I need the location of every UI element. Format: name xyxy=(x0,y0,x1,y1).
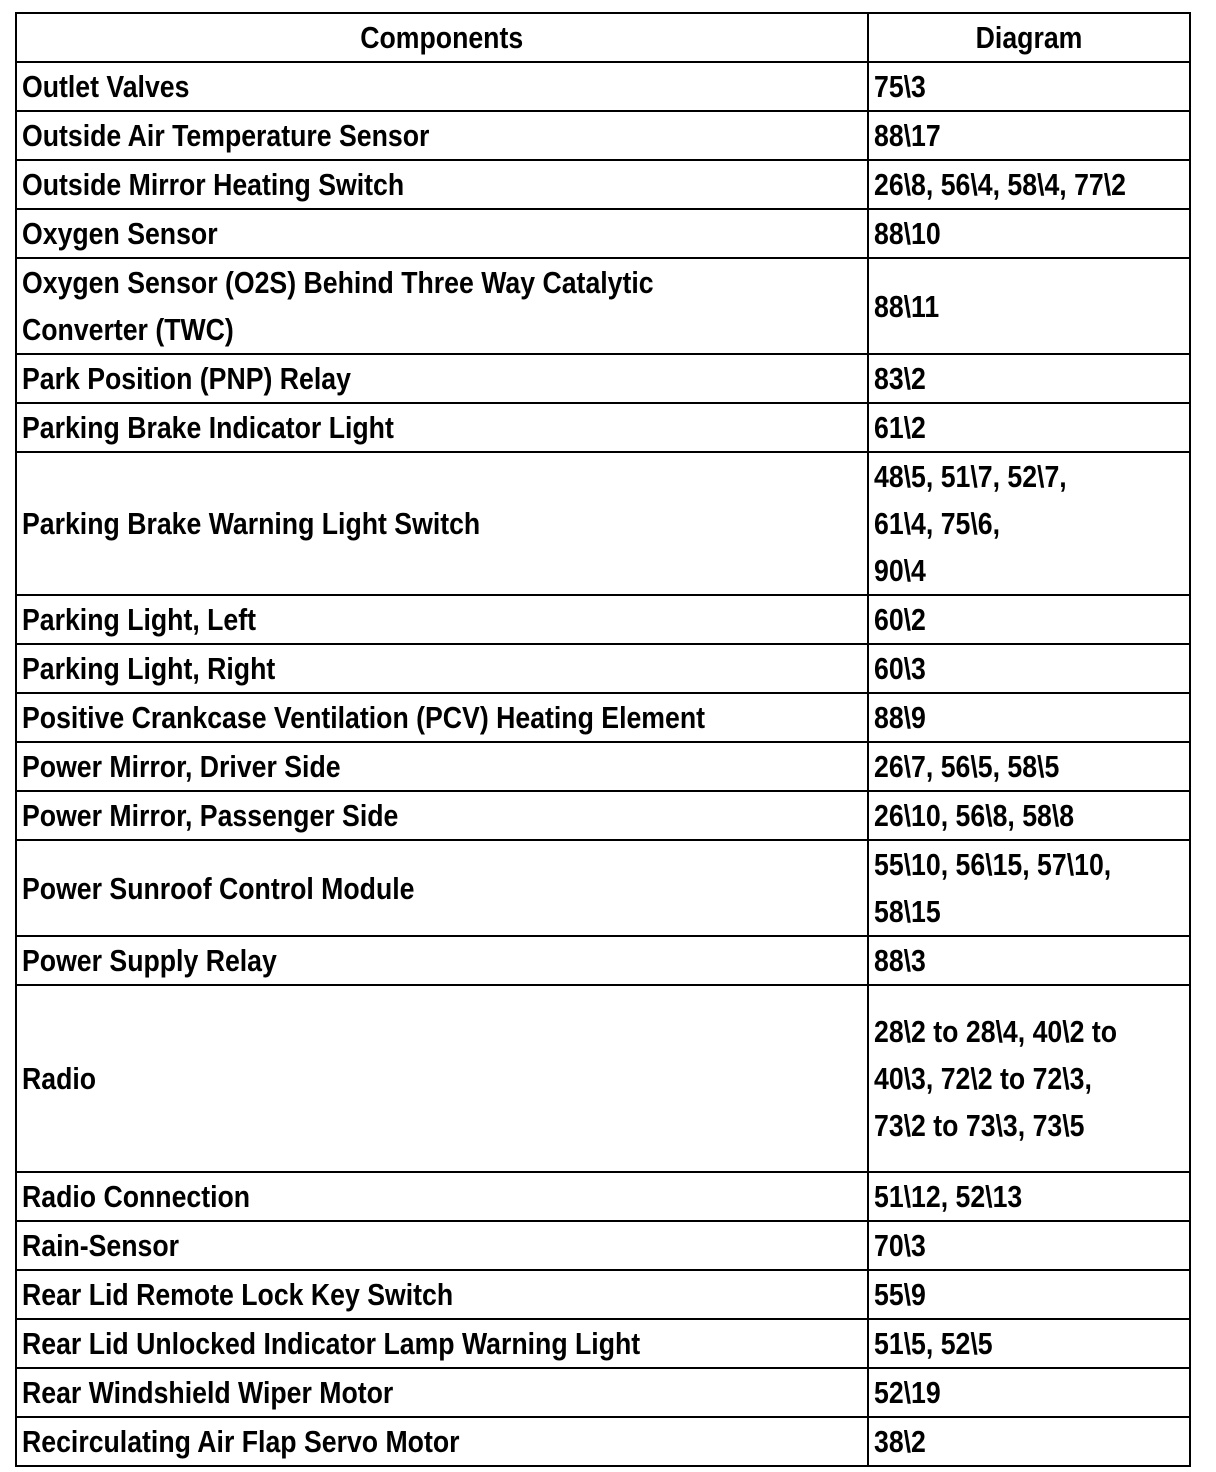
diagram-cell: 52\19 xyxy=(868,1368,1190,1417)
table-row xyxy=(16,1270,1190,1319)
header-diagram: Diagram xyxy=(868,13,1190,62)
diagram-cell: 88\3 xyxy=(868,936,1190,985)
component-cell: Outside Mirror Heating Switch xyxy=(16,160,868,209)
diagram-cell: 88\9 xyxy=(868,693,1190,742)
diagram-cell: 70\3 xyxy=(868,1221,1190,1270)
table-row xyxy=(16,644,1190,693)
table-row xyxy=(16,742,1190,791)
component-cell: Rear Windshield Wiper Motor xyxy=(16,1368,868,1417)
table-row xyxy=(16,936,1190,985)
component-cell: Outside Air Temperature Sensor xyxy=(16,111,868,160)
component-cell: Parking Brake Warning Light Switch xyxy=(16,452,868,595)
component-cell: Parking Light, Left xyxy=(16,595,868,644)
component-cell: Power Sunroof Control Module xyxy=(16,840,868,936)
diagram-cell: 51\12, 52\13 xyxy=(868,1172,1190,1221)
component-cell: Power Mirror, Passenger Side xyxy=(16,791,868,840)
diagram-cell: 88\11 xyxy=(868,258,1190,354)
component-cell: Rear Lid Unlocked Indicator Lamp Warning Light xyxy=(16,1319,868,1368)
component-cell: Outlet Valves xyxy=(16,62,868,111)
diagram-cell: 51\5, 52\5 xyxy=(868,1319,1190,1368)
table-row xyxy=(16,62,1190,111)
component-cell: Parking Light, Right xyxy=(16,644,868,693)
diagram-cell: 88\17 xyxy=(868,111,1190,160)
table-row xyxy=(16,354,1190,403)
component-cell: Rear Lid Remote Lock Key Switch xyxy=(16,1270,868,1319)
components-diagram-table xyxy=(15,12,1191,1467)
component-cell: Park Position (PNP) Relay xyxy=(16,354,868,403)
table-row xyxy=(16,258,1190,354)
table-header xyxy=(16,13,1190,62)
diagram-cell: 60\3 xyxy=(868,644,1190,693)
diagram-cell: 83\2 xyxy=(868,354,1190,403)
component-cell: Power Supply Relay xyxy=(16,936,868,985)
table-row xyxy=(16,452,1190,595)
component-cell: Parking Brake Indicator Light xyxy=(16,403,868,452)
diagram-cell: 60\2 xyxy=(868,595,1190,644)
table-row xyxy=(16,840,1190,936)
diagram-cell: 38\2 xyxy=(868,1417,1190,1466)
diagram-cell: 55\9 xyxy=(868,1270,1190,1319)
component-cell: Rain-Sensor xyxy=(16,1221,868,1270)
table-row xyxy=(16,209,1190,258)
table-row xyxy=(16,985,1190,1172)
table-row xyxy=(16,595,1190,644)
component-cell: Oxygen Sensor (O2S) Behind Three Way Catalytic Converter (TWC) xyxy=(16,258,868,354)
table-row xyxy=(16,111,1190,160)
table-row xyxy=(16,403,1190,452)
table-row xyxy=(16,1221,1190,1270)
component-cell: Radio xyxy=(16,985,868,1172)
header-components: Components xyxy=(16,13,868,62)
table-row xyxy=(16,160,1190,209)
component-cell: Recirculating Air Flap Servo Motor xyxy=(16,1417,868,1466)
table-body xyxy=(16,62,1190,1466)
diagram-cell: 55\10, 56\15, 57\10, 58\15 xyxy=(868,840,1190,936)
component-cell: Power Mirror, Driver Side xyxy=(16,742,868,791)
table-row xyxy=(16,1368,1190,1417)
diagram-cell: 26\10, 56\8, 58\8 xyxy=(868,791,1190,840)
table-row xyxy=(16,693,1190,742)
diagram-cell: 75\3 xyxy=(868,62,1190,111)
diagram-cell: 48\5, 51\7, 52\7, 61\4, 75\6, 90\4 xyxy=(868,452,1190,595)
table-row xyxy=(16,1417,1190,1466)
diagram-cell: 26\7, 56\5, 58\5 xyxy=(868,742,1190,791)
table-row xyxy=(16,1319,1190,1368)
table-row xyxy=(16,791,1190,840)
header-row xyxy=(16,13,1190,62)
diagram-cell: 28\2 to 28\4, 40\2 to 40\3, 72\2 to 72\3, 73\2 to 73\3, 73\5 xyxy=(868,985,1190,1172)
component-cell: Oxygen Sensor xyxy=(16,209,868,258)
diagram-cell: 88\10 xyxy=(868,209,1190,258)
component-cell: Radio Connection xyxy=(16,1172,868,1221)
diagram-cell: 61\2 xyxy=(868,403,1190,452)
table-row xyxy=(16,1172,1190,1221)
component-cell: Positive Crankcase Ventilation (PCV) Heating Element xyxy=(16,693,868,742)
diagram-cell: 26\8, 56\4, 58\4, 77\2 xyxy=(868,160,1190,209)
